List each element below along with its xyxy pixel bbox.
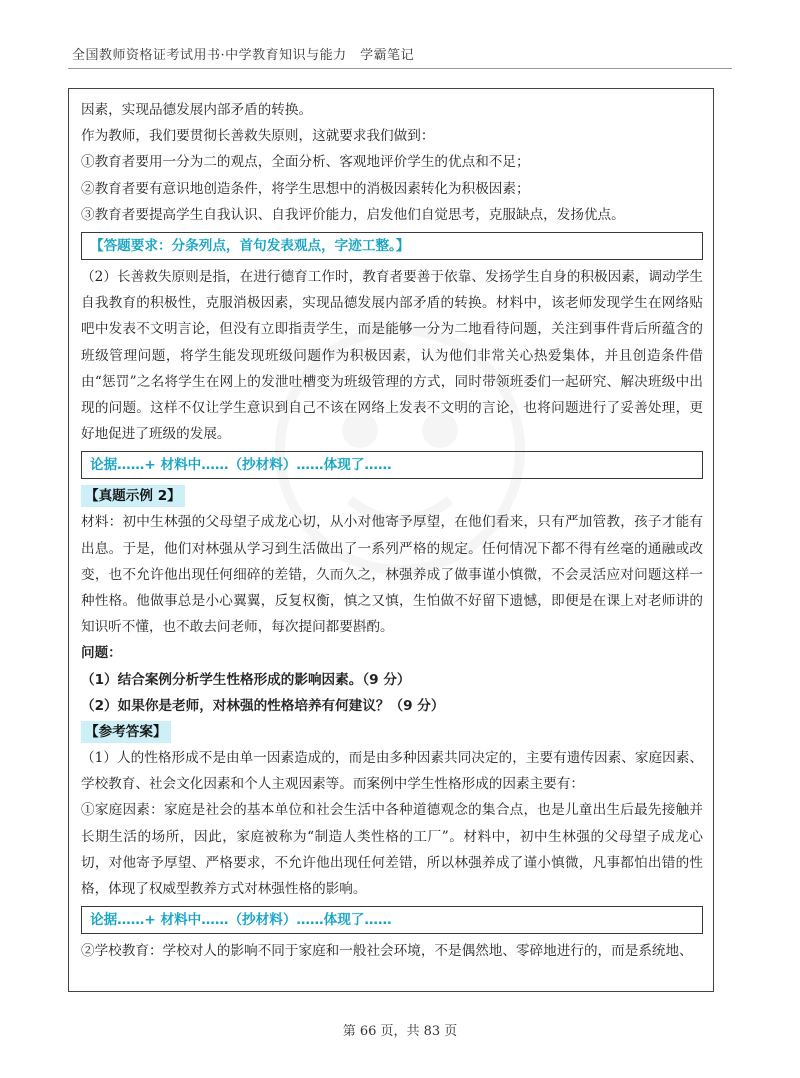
template-tip: 论据……+ 材料中……（抄材料）……体现了…… — [81, 451, 703, 479]
intro-line: 作为教师，我们要贯彻长善救失原则，这就要求我们做到： — [81, 128, 435, 145]
content-frame — [68, 88, 714, 992]
template-tip: 论据……+ 材料中……（抄材料）……体现了…… — [81, 906, 703, 934]
intro-line: ②教育者要有意识地创造条件，将学生思想中的消极因素转化为积极因素； — [81, 180, 530, 197]
answer-paragraph: ②学校教育：学校对人的影响不同于家庭和一般社会环境，不是偶然地、零碎地进行的，而是系统地、 — [81, 943, 693, 960]
page-number: 第 66 页，共 83 页 — [342, 1024, 458, 1039]
question-1: （1）结合案例分析学生性格形成的影响因素。（9 分） — [81, 671, 411, 688]
answer-paragraph: ①家庭因素：家庭是社会的基本单位和社会生活中各种道德观念的集合点，也是儿童出生后最先接触并长期生活的场所，因此，家庭被称为“制造人类性格的工厂”。材料中，初中生林强的父母望子成龙心切，对他寄予厚望、严格要求，不允许他出现任何差错，所以林强养成了谨小慎微，凡事都怕出错的性格，体现了权威型教养方式对林强性格的影响。 — [81, 802, 703, 898]
intro-line: ③教育者要提高学生自我认识、自我评价能力，启发他们自觉思考，克服缺点，发扬优点。 — [81, 206, 625, 223]
intro-line: 因素，实现品德发展内部矛盾的转换。 — [81, 102, 313, 118]
intro-line: ①教育者要用一分为二的观点，全面分析、客观地评价学生的优点和不足； — [81, 154, 530, 171]
material-paragraph: 材料：初中生林强的父母望子成龙心切，从小对他寄予厚望，在他们看来，只有严加管教，孩子才能有出息。于是，他们对林强从学习到生活做出了一系列严格的规定。任何情况下都不得有丝毫的通融或改变，也不允许他出现任何细碎的差错，久而久之，林强养成了做事谨小慎微，不会灵活应对问题这样一种性格。他做事总是小心翼翼，反复权衡，慎之又慎，生怕做不好留下遗憾，即便是在课上对老师讲的知识听不懂，也不敢去问老师，每次提问都要斟酌。 — [81, 514, 703, 636]
reference-answer-tag: 【参考答案】 — [81, 721, 171, 743]
page-header: 全国教师资格证考试用书·中学教育知识与能力 学霸笔记 — [72, 48, 415, 63]
question-2: （2）如果你是老师，对林强的性格培养有何建议？（9 分） — [81, 697, 445, 714]
header-divider — [68, 68, 732, 69]
answer-paragraph: （1）人的性格形成不是由单一因素造成的，而是由多种因素共同决定的，主要有遗传因素、家庭因素、学校教育、社会文化因素和个人主观因素等。而案例中学生性格形成的因素主要有： — [81, 750, 703, 793]
answer-paragraph: （2）长善救失原则是指，在进行德育工作时，教育者要善于依靠、发扬学生自身的积极因素，调动学生自我教育的积极性，克服消极因素，实现品德发展内部矛盾的转换。材料中，该老师发现学生在网络贴吧中发表不文明言论，但没有立即指责学生，而是能够一分为二地看待问题，关注到事件背后所蕴含的班级管理问题，将学生能发现班级问题作为积极因素，认为他们非常关心热爱集体，并且创造条件借由“惩罚”之名将学生在网上的发泄吐槽变为班级管理的方式，同时带领班委们一起研究、解决班级中出现的问题。这样不仅让学生意识到自己不该在网络上发表不文明的言论，也将问题进行了妥善处理，更好地促进了班级的发展。 — [81, 269, 703, 443]
question-label: 问题： — [81, 645, 122, 662]
example-tag: 【真题示例 2】 — [81, 485, 185, 507]
answer-requirement-tip: 【答题要求：分条列点，首句发表观点，字迹工整。】 — [81, 232, 703, 260]
